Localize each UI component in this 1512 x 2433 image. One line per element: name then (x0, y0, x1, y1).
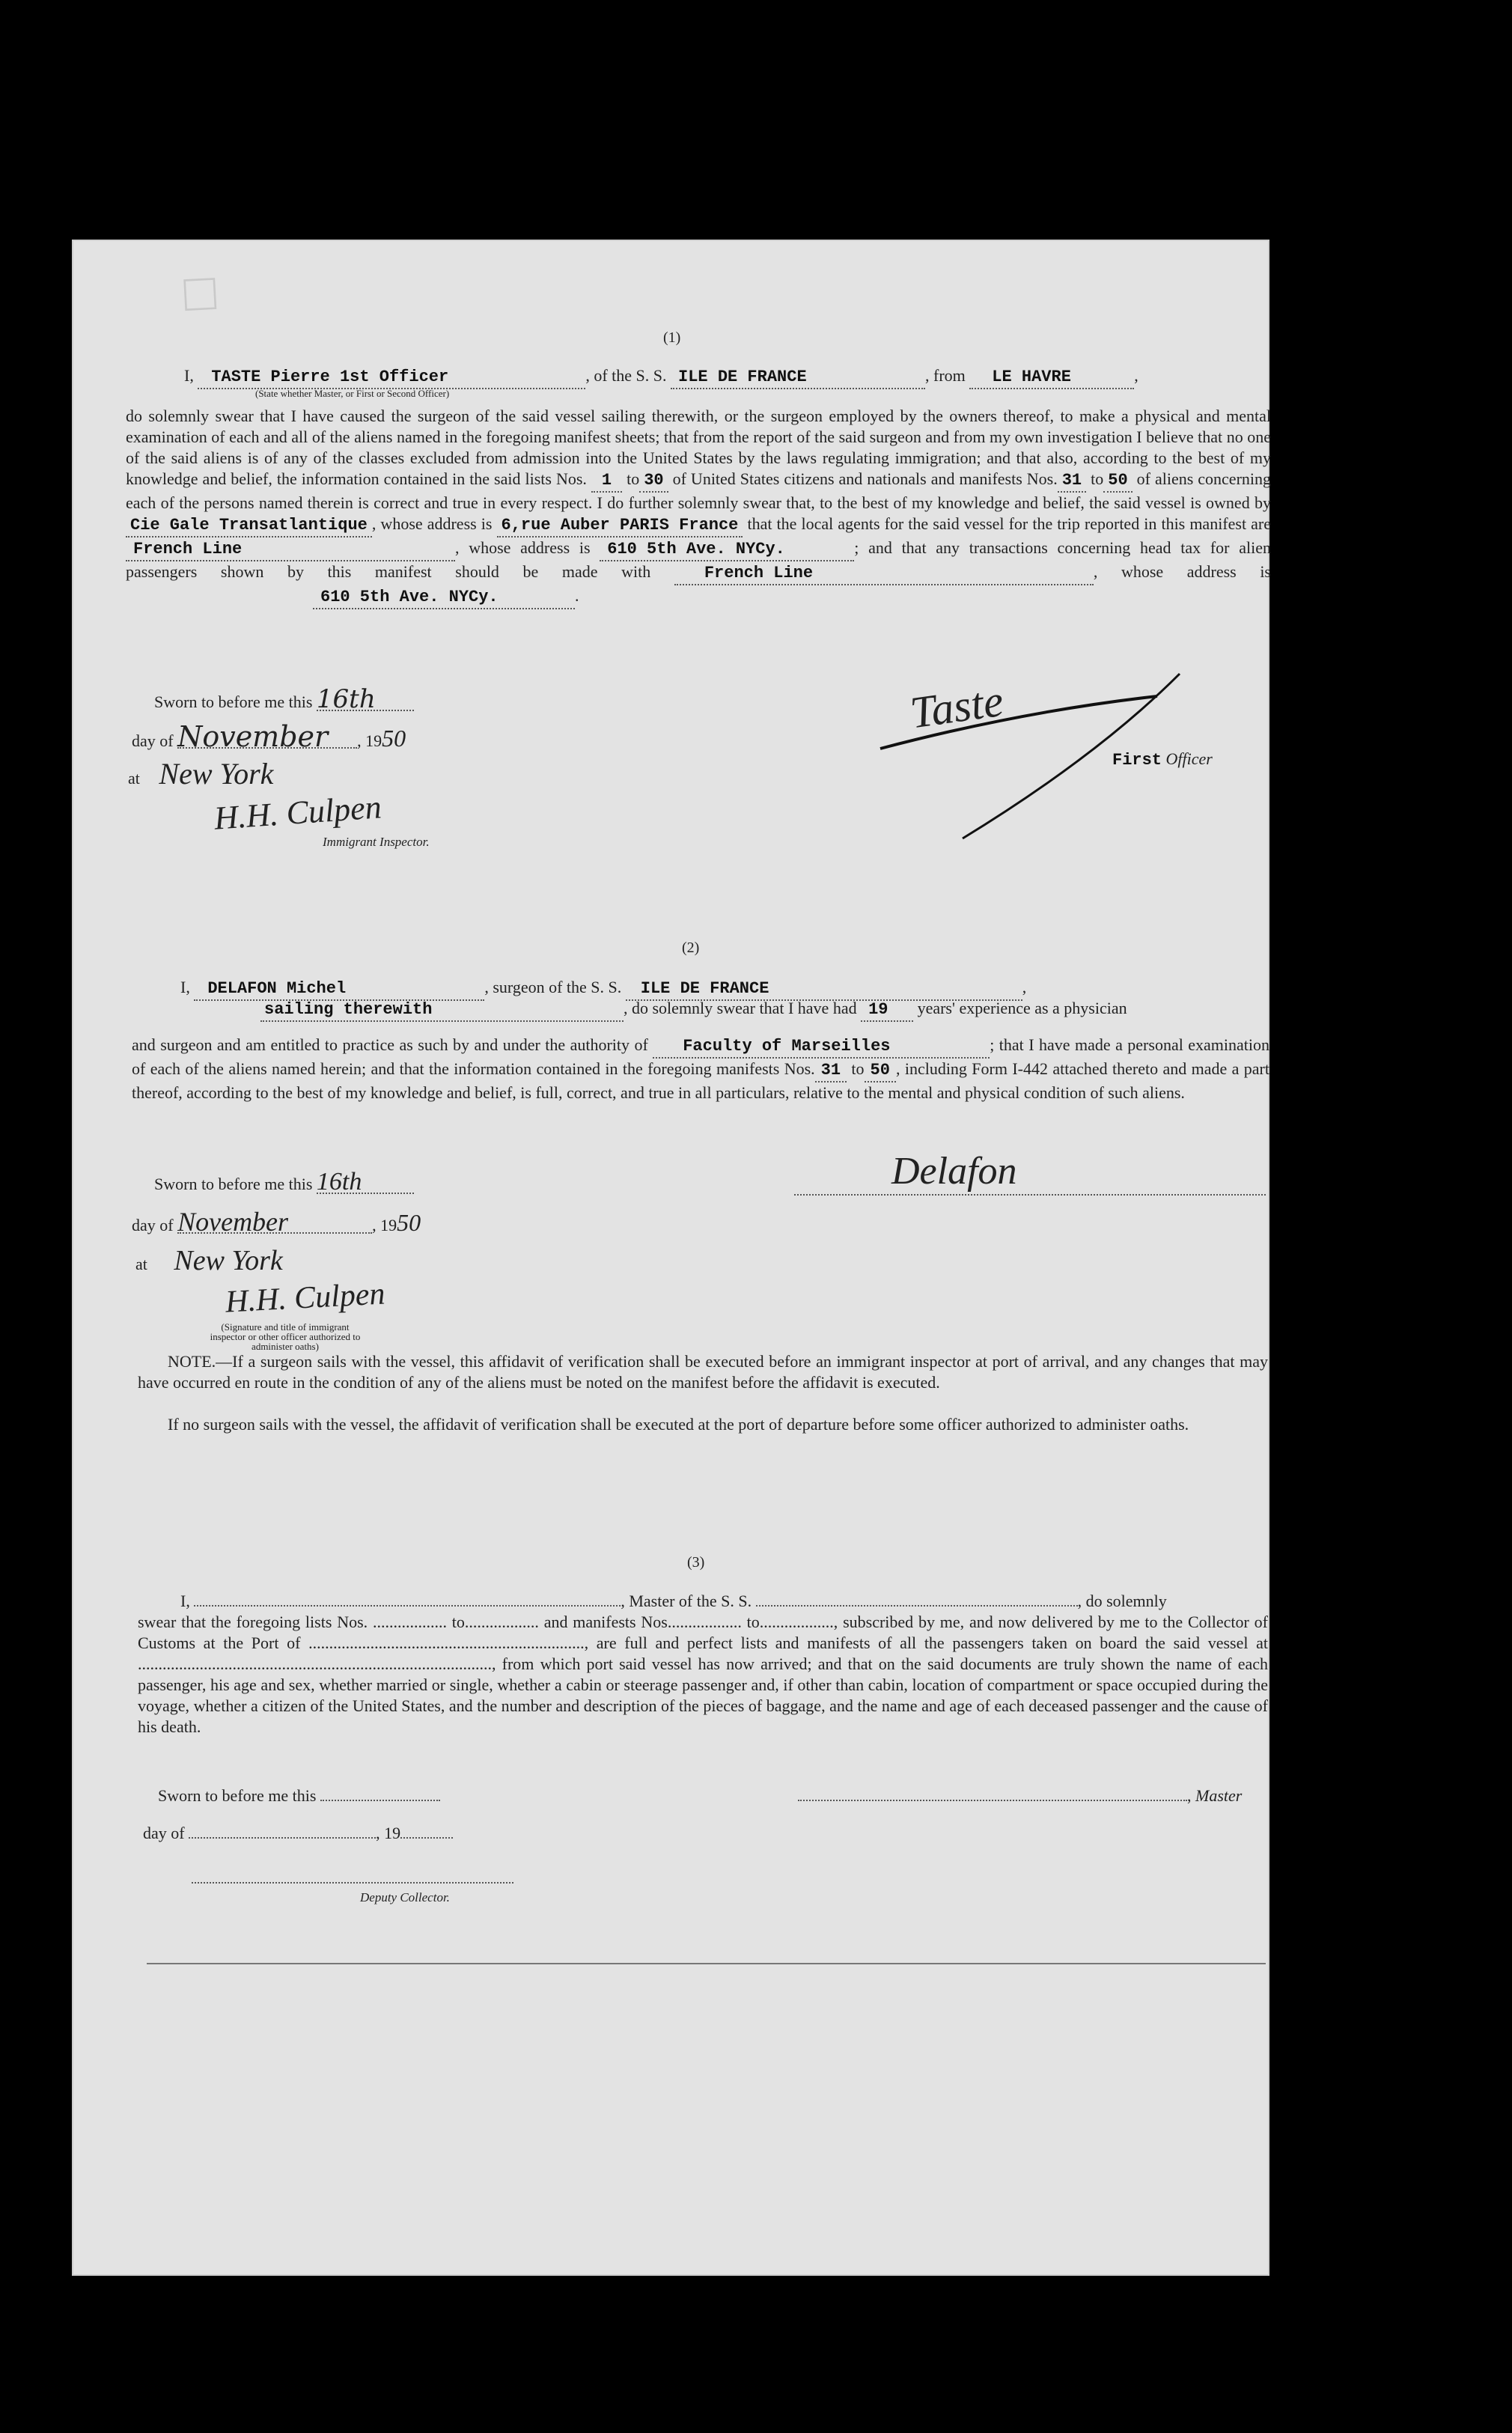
binder-hole-4 (1320, 870, 1357, 907)
sailing-line: sailing therewith , do solemnly swear that I have had 19 years' experience as a physician (260, 998, 1127, 1022)
sworn-place-1: at New York (128, 757, 274, 791)
binder-hole-5 (1321, 1180, 1359, 1217)
agents: French Line (126, 539, 455, 561)
collector-caption: Deputy Collector. (360, 1890, 450, 1904)
section-3-number: (3) (687, 1554, 705, 1571)
officer-note: (State whether Master, or First or Second Officer) (255, 388, 450, 399)
binder-hole-2 (1323, 437, 1361, 475)
manifest-page (72, 240, 1272, 2276)
headtax-agent: French Line (674, 563, 1094, 585)
binder-hole-3 (1320, 756, 1357, 794)
collector-sign-line (192, 1882, 513, 1884)
sworn-place-2: at New York (135, 1245, 283, 1276)
years-experience: 19 (861, 999, 913, 1022)
sworn-line-3: Sworn to before me this (158, 1785, 440, 1806)
first-officer-label: First Officer (1112, 749, 1213, 770)
section-1-body: do solemnly swear that I have caused the surgeon of the said vessel sailing therewith, or the surgeon employed by the owners thereof, to make a physical and mental examination of each and all of the aliens named in the foregoing manifest sheets; that from the report of the said surgeon and from my own investigation I believe that no one of the said aliens is of any of the classes excluded from admission into the United States by the laws regulating immigration; and that also, according to the best of my knowledge and belief, the information contained in the said lists Nos. 1 to 30 of United States citizens and nationals and manifests Nos. 31 to 50 of aliens concerning each of the persons named therein is correct and true in every respect. I do further solemnly swear that, to the best of my knowledge and belief, the said vessel is owned by Cie Gale Transatlantique , whose address is 6,rue Auber PARIS France that the local agents for the said vessel for the trip reported in this manifest are French Line , whose address is 610 5th Ave. NYCy. ; and that any transactions concerning head tax for alien passengers shown by this manifest should be made with French Line , whose address is 610 5th Ave. NYCy. . (126, 406, 1271, 609)
note-2: If no surgeon sails with the vessel, the affidavit of verification shall be executed at the port of departure before some officer authorized to administer oaths. (168, 1415, 1189, 1434)
headtax-address: 610 5th Ave. NYCy. (313, 587, 575, 609)
sworn-line-2: Sworn to before me this 16th (154, 1172, 414, 1195)
signature-caption: (Signature and title of immigrant inspector or other officer authorized to administer oaths) (210, 1321, 361, 1352)
authority: Faculty of Marseilles (653, 1036, 990, 1059)
note-1: NOTE.—If a surgeon sails with the vessel, this affidavit of verification shall be executed before an immigrant inspector at port of arrival, and any changes that may have occurred en route in the condition of any of the aliens must be noted on the manifest before the affidavit is executed. (138, 1352, 1268, 1392)
sworn-year-2: 50 (397, 1209, 421, 1236)
inspector-caption-1: Immigrant Inspector. (323, 835, 430, 849)
sworn-day-3 (320, 1800, 440, 1801)
manifest-from-1: 31 (1058, 470, 1086, 493)
owner: Cie Gale Transatlantique (126, 515, 372, 538)
section-2-body: and surgeon and am entitled to practice as such by and under the authority of Faculty of Marseilles ; that I have made a personal examination of each of the aliens named herein; and that the information contained in the foregoing manifests Nos. 31 to 50 , including Form I-442 attached thereto and made a part thereof, according to the best of my knowledge and belief, is full, correct, and true in all particulars, relative to the mental and physical condition of such aliens. (132, 1035, 1270, 1102)
surgeon-signature: Delafon (891, 1150, 1017, 1193)
sworn-year-1: 50 (382, 725, 406, 752)
lists-to: 30 (639, 470, 668, 493)
master-line: I, , Master of the S. S. , do solemnly (180, 1592, 1167, 1610)
faded-stamp: □ (182, 261, 218, 323)
binder-hole-6 (1320, 1520, 1357, 1557)
sworn-line-1: Sworn to before me this 16th (154, 689, 414, 713)
owner-address: 6,rue Auber PARIS France (497, 515, 743, 538)
day-value-3 (189, 1837, 376, 1839)
ship-name-1: ILE DE FRANCE (671, 367, 925, 389)
ship-name-3 (756, 1605, 1078, 1607)
manifest-from-2: 31 (815, 1060, 847, 1082)
ship-name-2: ILE DE FRANCE (626, 978, 1022, 1001)
section-1-number: (1) (663, 329, 681, 346)
manifest-to-2: 50 (865, 1060, 896, 1082)
sailing-therewith: sailing therewith (260, 999, 624, 1022)
officer-name: TASTE Pierre 1st Officer (198, 367, 585, 389)
lists-from: 1 (591, 470, 622, 493)
sworn-month-1: day of November , 1950 (132, 720, 406, 753)
sworn-day-1: 16th (317, 689, 414, 711)
sworn-day-2: 16th (317, 1172, 414, 1194)
section-2-number: (2) (682, 940, 700, 956)
master-sign-line: , Master (798, 1785, 1242, 1806)
officer-line: I, TASTE Pierre 1st Officer , of the S. S. ILE DE FRANCE , from LE HAVRE , (184, 365, 1138, 389)
bottom-rule (147, 1963, 1266, 1964)
agents-address: 610 5th Ave. NYCy. (600, 539, 854, 561)
section-3-body: swear that the foregoing lists Nos. .................. to.................. and manifests Nos.................. to.................., subscribed by me, and now delivered by me to the Collector of Customs at the Port of ..................................................................., are full and perfect lists and manifests of all the passengers taken on board the said vessel at ......................................................................................, from which port said vessel has now arrived; and that on the said documents are truly shown the name of each passenger, his age and sex, whether married or single, whether a cabin or steerage passenger and, if other than cabin, location of compartment or space occupied during the voyage, whether a citizen of the United States, and the number and description of the pieces of baggage, and the name and age of each deceased passenger and the cause of his death. (138, 1613, 1268, 1736)
day-line-3: day of , 19 (143, 1823, 453, 1844)
binder-hole-8 (1320, 2087, 1357, 2125)
binder-hole-7 (1320, 1933, 1357, 1970)
surgeon-line: I, DELAFON Michel , surgeon of the S. S. ILE DE FRANCE , (180, 977, 1026, 1001)
manifest-to-1: 50 (1103, 470, 1132, 493)
master-name (194, 1605, 621, 1607)
inspector-signature-1: H.H. Culpen (213, 788, 383, 837)
sworn-month-2: day of November , 1950 (132, 1207, 421, 1237)
port-from: LE HAVRE (969, 367, 1134, 389)
binder-hole-1 (1320, 293, 1357, 331)
surgeon-sign-line (794, 1194, 1266, 1196)
officer-signature: Taste (906, 675, 1007, 738)
inspector-signature-2: H.H. Culpen (224, 1276, 386, 1320)
surgeon-name: DELAFON Michel (194, 978, 484, 1001)
